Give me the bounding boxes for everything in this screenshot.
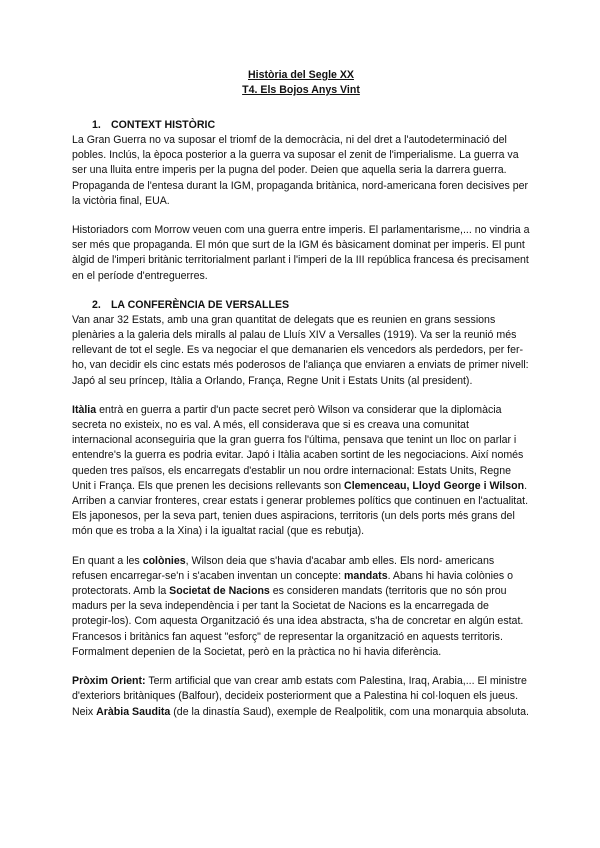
paragraph: Itàlia entrà en guerra a partir d'un pacte secret però Wilson va considerar que la diplomàcia secreta no existeix, no es val. A més, ell considerava que si es creava una comunitat internacional aconseguiria que la gran guerra fos l'última, pensava que tenint un lloc on parlar i entendre's la guerra es podria evitar. Japó i Itàlia acaben sortint de les negociacions. Així només queden tres països, els encarregats d'establir un nou ordre internacional: Estats Units, Regne Unit i França. Els que prenen les decisions rellevants son Clemenceau, Lloyd George i Wilson. Arriben a canviar fronteres, crear estats i generar problemes polítics que continuen en l'actualitat. Els japonesos, per la seva part, tenien dues aspiracions, territoris (un dels ports més grans del món que es troba a la Xina) i la igualtat racial (que es rebutja). <box>72 403 529 538</box>
document-subtitle: T4. Els Bojos Anys Vint <box>242 84 360 96</box>
section-heading-context: 1. CONTEXT HISTÒRIC <box>92 119 216 131</box>
paragraph: La Gran Guerra no va suposar el triomf de la democràcia, ni del dret a l'autodeterminació del pobles. Inclús, la època posterior a la guerra va suposar el zenit de l'imperialisme. La guerra va ser una lluita entre imperis per la pugna del poder. Deien que aquella seria la darrera guerra. Propaganda de l'entesa durant la IGM, propaganda britànica, nord-americana foren decisives per la victòria final, EUA. <box>72 134 529 207</box>
paragraph: Historiadors com Morrow veuen com una guerra entre imperis. El parlamentarisme,... no vindria a ser més que propaganda. El món que surt de la IGM és bàsicament dominat per imperis. El punt àlgid de l'imperi britànic territorialment parlant i l'imperi de la III república francesa és precisament en el període d'entreguerres. <box>72 224 530 282</box>
paragraph: Van anar 32 Estats, amb una gran quantitat de delegats que es reunien en grans sessions plenàries a la galeria dels miralls al palau de Lluís XIV a Versalles (1919). Va ser la reunió més rellevant de tot el segle. Es va negociar el que demanarien els vencedors als perdedors, per fer-ho, van decidir els cinc estats més poderosos de l'aliança que enviaren a enviats de primer nivell: Japó al seu príncep, Itàlia a Orlando, França, Regne Unit i Estats Units (al president). <box>72 313 529 387</box>
paragraph: En quant a les colònies, Wilson deia que s'havia d'acabar amb elles. Els nord- americans refusen encarregar-se'n i s'acaben inventan un concepte: mandats. Abans hi havia colònies o protectorats. Amb la Societat de Nacions es consideren mandats (territoris que no són prou madurs per la seva independència i per tant la Societat de Nacions es la encarregada de protegir-los). Com aquesta Organització és una idea abstracta, s'ha de concretar en algún estat. Francesos i britànics fan aquest "esforç" de representar la organització en aquests territoris. Formalment depenien de la Societat, però en la pràctica no hi havia diferència. <box>72 554 524 658</box>
section-heading-versalles: 2. LA CONFERÈNCIA DE VERSALLES <box>92 298 290 311</box>
paragraph: Pròxim Orient: Term artificial que van crear amb estats com Palestina, Iraq, Arabia,... El ministre d'exteriors britàniques (Balfour), decideix posteriorment que a Palestina hi col·loquen els jueus. Neix Aràbia Saudita (de la dinastía Saud), exemple de Realpolitik, com una monarquia absoluta. <box>72 675 529 718</box>
document-title: Història del Segle XX <box>248 69 354 81</box>
document-header <box>72 68 530 98</box>
